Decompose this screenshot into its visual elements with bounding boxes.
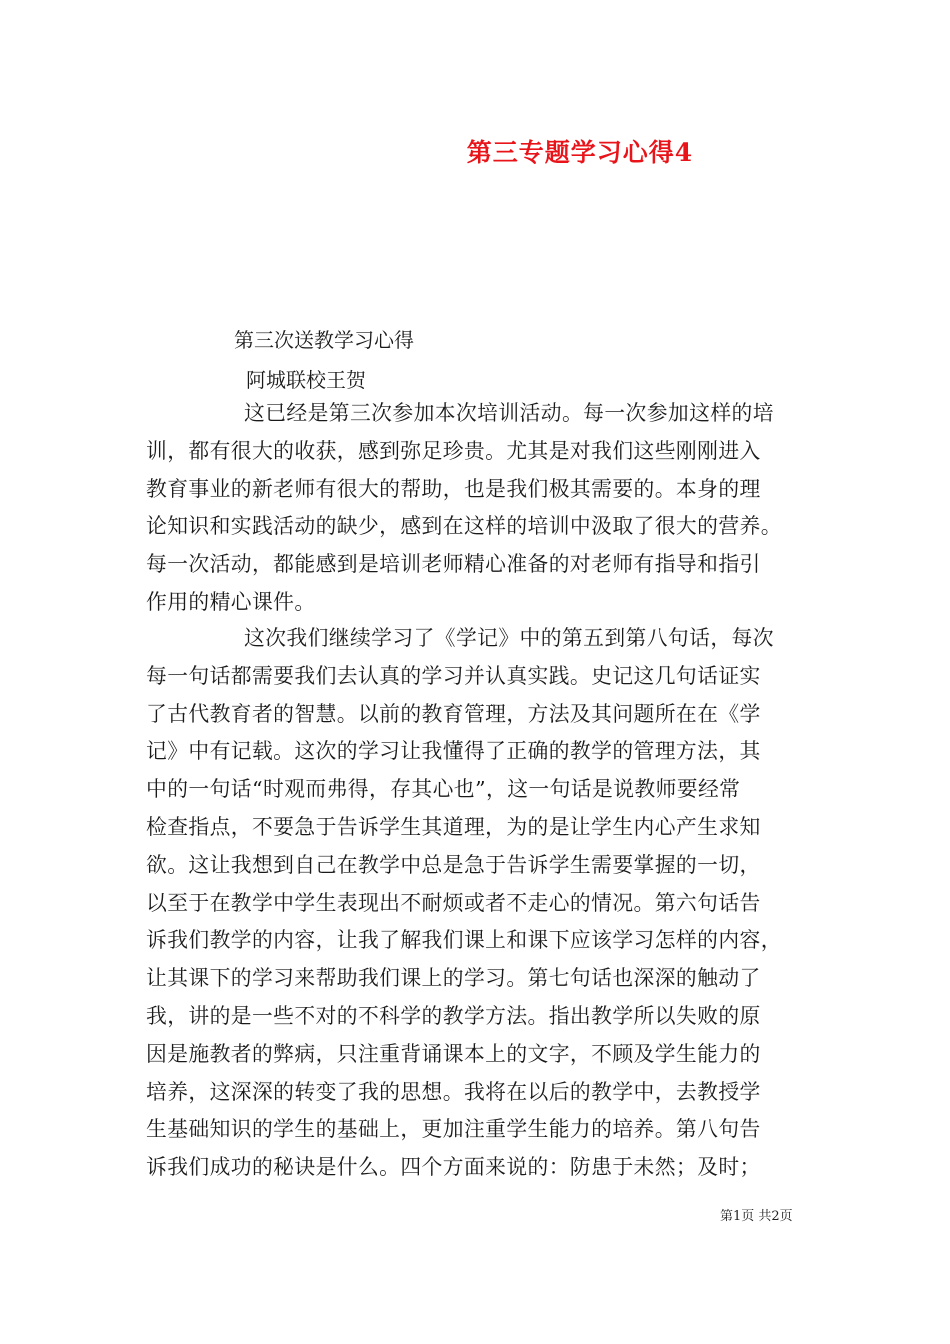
paragraph-line: 中的一句话“时观而弗得，存其心也”，这一句话是说教师要经常 xyxy=(146,777,741,802)
paragraph-line: 诉我们教学的内容，让我了解我们课上和课下应该学习怎样的内容， xyxy=(146,928,782,953)
paragraph-line: 这已经是第三次参加本次培训活动。每一次参加这样的培 xyxy=(244,401,774,425)
page-number-footer: 第1页 共2页 xyxy=(720,1209,793,1224)
paragraph-line: 诉我们成功的秘诀是什么。四个方面来说的：防患于未然；及时； xyxy=(146,1155,761,1180)
document-title: 第三专题学习心得4 xyxy=(466,138,694,167)
paragraph-line: 这次我们继续学习了《学记》中的第五到第八句话，每次 xyxy=(244,626,774,650)
paragraph-line: 每一句话都需要我们去认真的学习并认真实践。史记这几句话证实 xyxy=(146,663,761,688)
document-subtitle: 第三次送教学习心得 xyxy=(234,328,414,352)
paragraph-line: 培养，这深深的转变了我的思想。我将在以后的教学中，去教授学 xyxy=(146,1079,761,1104)
paragraph-line: 生基础知识的学生的基础上，更加注重学生能力的培养。第八句告 xyxy=(146,1117,761,1142)
paragraph-1 xyxy=(146,395,806,622)
paragraph-line: 让其课下的学习来帮助我们课上的学习。第七句话也深深的触动了 xyxy=(146,966,761,991)
paragraph-line: 欲。这让我想到自己在教学中总是急于告诉学生需要掌握的一切， xyxy=(146,852,761,877)
paragraph-line: 论知识和实践活动的缺少，感到在这样的培训中汲取了很大的营养。 xyxy=(146,514,782,539)
paragraph-line: 训，都有很大的收获，感到弥足珍贵。尤其是对我们这些刚刚进入 xyxy=(146,438,761,463)
paragraph-line: 我，讲的是一些不对的不科学的教学方法。指出教学所以失败的原 xyxy=(146,1003,761,1028)
paragraph-line: 记》中有记载。这次的学习让我懂得了正确的教学的管理方法，其 xyxy=(146,739,761,764)
paragraph-2 xyxy=(146,620,806,1187)
paragraph-line: 作用的精心课件。 xyxy=(146,589,316,614)
paragraph-line: 因是施教者的弊病，只注重背诵课本上的文字，不顾及学生能力的 xyxy=(146,1041,761,1066)
author-line: 阿城联校王贺 xyxy=(246,368,366,392)
paragraph-line: 教育事业的新老师有很大的帮助，也是我们极其需要的。本身的理 xyxy=(146,476,761,501)
paragraph-line: 检查指点，不要急于告诉学生其道理，为的是让学生内心产生求知 xyxy=(146,814,761,839)
paragraph-line: 以至于在教学中学生表现出不耐烦或者不走心的情况。第六句话告 xyxy=(146,890,761,915)
paragraph-line: 每一次活动，都能感到是培训老师精心准备的对老师有指导和指引 xyxy=(146,552,761,577)
paragraph-line: 了古代教育者的智慧。以前的教育管理，方法及其问题所在在《学 xyxy=(146,701,761,726)
